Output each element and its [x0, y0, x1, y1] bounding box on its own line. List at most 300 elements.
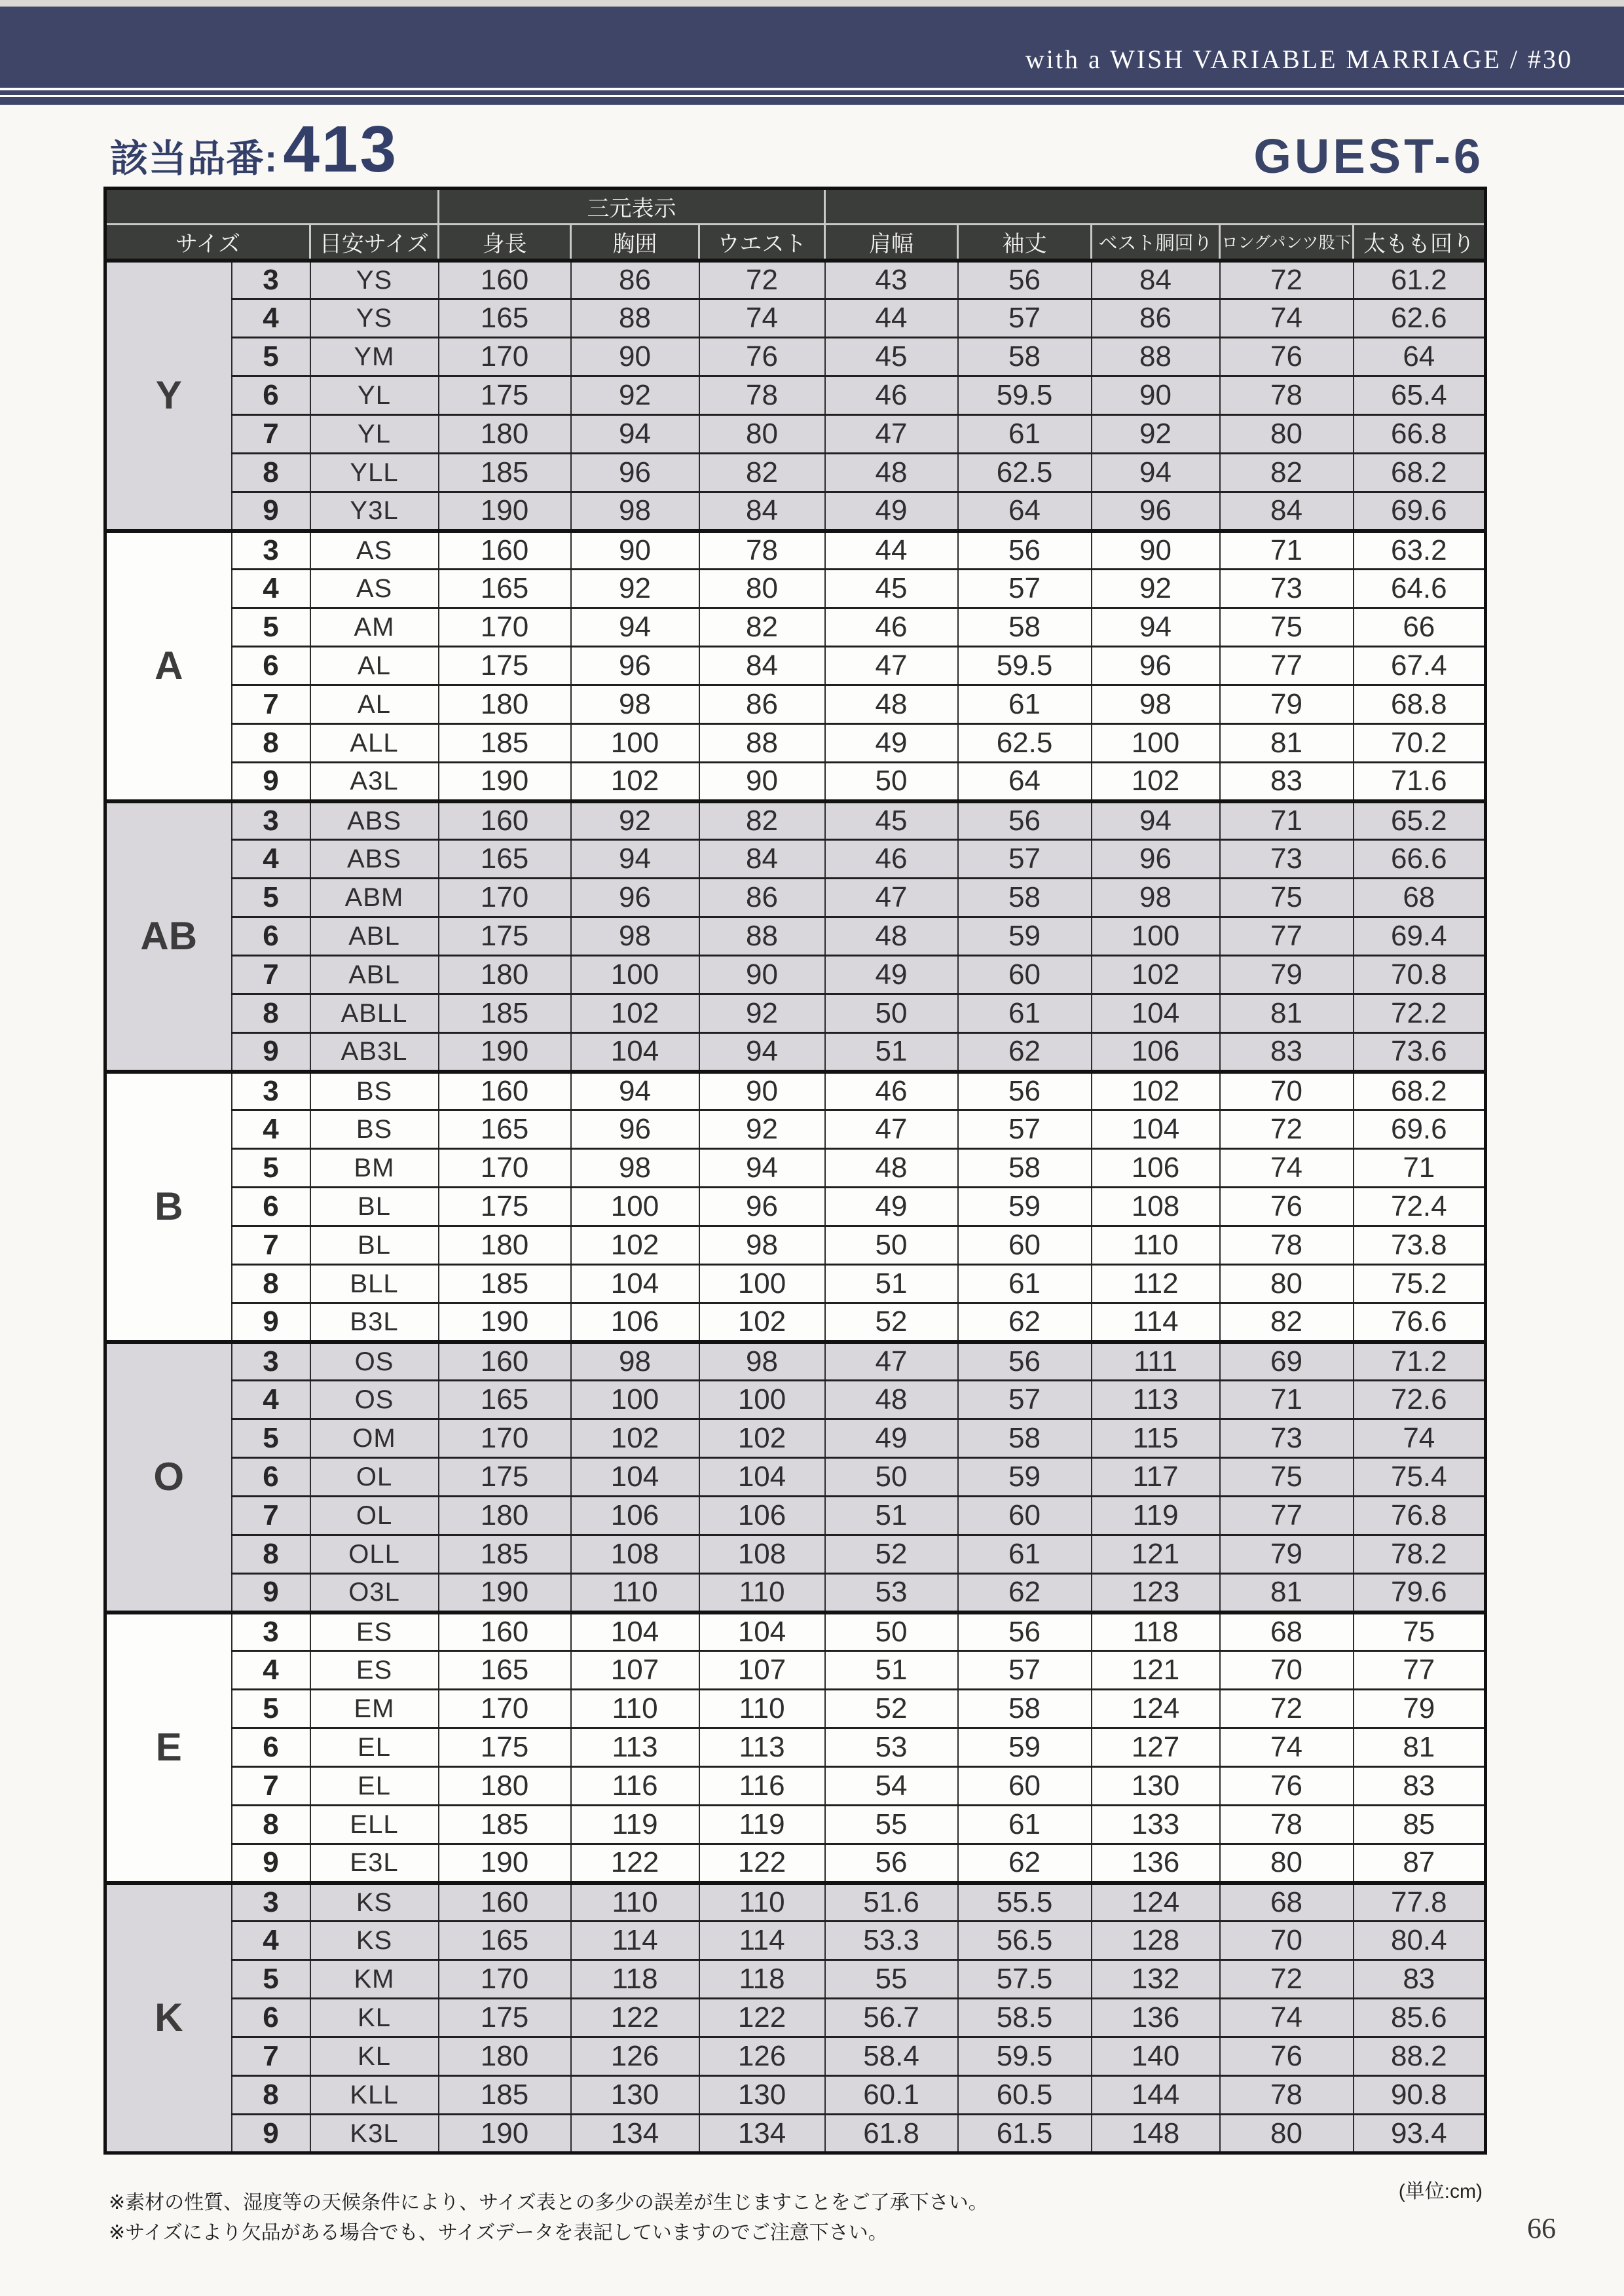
value-cell: 59	[958, 1728, 1092, 1767]
value-cell: 51	[825, 1265, 958, 1303]
value-cell: 80	[1220, 415, 1354, 454]
value-cell: 58	[958, 338, 1092, 376]
table-row	[105, 1342, 1486, 1381]
value-cell: 100	[571, 956, 699, 994]
table-row	[105, 956, 1486, 994]
value-cell: 86	[699, 879, 825, 917]
value-cell: 62	[958, 1303, 1092, 1342]
page-number: 66	[1527, 2212, 1556, 2244]
value-cell: 185	[439, 2076, 571, 2115]
value-cell: 180	[439, 415, 571, 454]
size-number-cell: 6	[232, 917, 310, 956]
product-number-label: 該当品番:	[110, 137, 278, 180]
alias-size-cell: EL	[310, 1728, 439, 1767]
column-header-6: 袖丈	[958, 225, 1092, 261]
value-cell: 74	[1220, 299, 1354, 338]
value-cell: 190	[439, 1303, 571, 1342]
value-cell: 100	[699, 1381, 825, 1419]
table-row	[105, 415, 1486, 454]
value-cell: 74	[1354, 1419, 1486, 1458]
size-number-cell: 3	[232, 1613, 310, 1651]
value-cell: 98	[699, 1226, 825, 1265]
footnote-line: ※サイズにより欠品がある場合でも、サイズデータを表記していますのでご注意下さい。	[109, 2222, 888, 2244]
double-rule-top	[0, 88, 1624, 90]
value-cell: 165	[439, 570, 571, 608]
size-number-cell: 4	[232, 570, 310, 608]
value-cell: 67.4	[1354, 647, 1486, 685]
size-number-cell: 7	[232, 685, 310, 724]
size-number-cell: 3	[232, 1883, 310, 1922]
value-cell: 96	[1092, 840, 1220, 879]
size-number-cell: 6	[232, 1999, 310, 2037]
value-cell: 88	[699, 917, 825, 956]
table-row	[105, 531, 1486, 570]
value-cell: 81	[1220, 994, 1354, 1033]
value-cell: 82	[1220, 454, 1354, 492]
value-cell: 102	[571, 1226, 699, 1265]
scan-edge-strip	[0, 0, 1624, 7]
value-cell: 70.8	[1354, 956, 1486, 994]
value-cell: 160	[439, 1613, 571, 1651]
value-cell: 90	[571, 531, 699, 570]
value-cell: 165	[439, 1651, 571, 1690]
value-cell: 56	[958, 261, 1092, 299]
value-cell: 59.5	[958, 647, 1092, 685]
value-cell: 56.5	[958, 1922, 1092, 1960]
value-cell: 119	[1092, 1497, 1220, 1535]
value-cell: 71.2	[1354, 1342, 1486, 1381]
value-cell: 132	[1092, 1960, 1220, 1999]
value-cell: 119	[571, 1806, 699, 1844]
value-cell: 44	[825, 531, 958, 570]
product-number-value: 413	[283, 113, 399, 186]
value-cell: 98	[699, 1342, 825, 1381]
value-cell: 175	[439, 376, 571, 415]
size-number-cell: 3	[232, 261, 310, 299]
table-row	[105, 2037, 1486, 2076]
value-cell: 51.6	[825, 1883, 958, 1922]
alias-size-cell: YL	[310, 415, 439, 454]
value-cell: 98	[1092, 879, 1220, 917]
value-cell: 58	[958, 608, 1092, 647]
table-row	[105, 1806, 1486, 1844]
value-cell: 79	[1354, 1690, 1486, 1728]
value-cell: 180	[439, 1497, 571, 1535]
value-cell: 50	[825, 1613, 958, 1651]
table-row	[105, 647, 1486, 685]
value-cell: 83	[1354, 1767, 1486, 1806]
value-cell: 165	[439, 1381, 571, 1419]
value-cell: 48	[825, 917, 958, 956]
value-cell: 47	[825, 1342, 958, 1381]
value-cell: 59.5	[958, 2037, 1092, 2076]
value-cell: 69.4	[1354, 917, 1486, 956]
table-row	[105, 1613, 1486, 1651]
value-cell: 57	[958, 1381, 1092, 1419]
table-row	[105, 1999, 1486, 2037]
table-row	[105, 570, 1486, 608]
alias-size-cell: KLL	[310, 2076, 439, 2115]
value-cell: 69.6	[1354, 492, 1486, 531]
value-cell: 71	[1220, 531, 1354, 570]
size-group-O	[105, 1342, 1486, 1613]
value-cell: 75	[1220, 608, 1354, 647]
value-cell: 98	[571, 1342, 699, 1381]
value-cell: 82	[699, 801, 825, 840]
value-cell: 190	[439, 492, 571, 531]
value-cell: 175	[439, 1999, 571, 2037]
size-number-cell: 9	[232, 492, 310, 531]
value-cell: 65.2	[1354, 801, 1486, 840]
table-row	[105, 801, 1486, 840]
value-cell: 175	[439, 1188, 571, 1226]
table-row	[105, 1110, 1486, 1149]
value-cell: 55.5	[958, 1883, 1092, 1922]
size-group-AB	[105, 801, 1486, 1072]
group-letter-cell: AB	[105, 801, 232, 1072]
value-cell: 77	[1220, 917, 1354, 956]
size-number-cell: 7	[232, 956, 310, 994]
value-cell: 52	[825, 1690, 958, 1728]
size-number-cell: 7	[232, 2037, 310, 2076]
alias-size-cell: K3L	[310, 2115, 439, 2153]
value-cell: 185	[439, 1535, 571, 1574]
value-cell: 134	[699, 2115, 825, 2153]
table-row	[105, 879, 1486, 917]
value-cell: 61	[958, 994, 1092, 1033]
value-cell: 104	[699, 1458, 825, 1497]
value-cell: 102	[699, 1303, 825, 1342]
value-cell: 108	[571, 1535, 699, 1574]
size-number-cell: 5	[232, 879, 310, 917]
value-cell: 57	[958, 1110, 1092, 1149]
value-cell: 56	[958, 531, 1092, 570]
value-cell: 78	[699, 376, 825, 415]
value-cell: 130	[699, 2076, 825, 2115]
size-number-cell: 8	[232, 1265, 310, 1303]
value-cell: 81	[1220, 724, 1354, 763]
value-cell: 72	[1220, 261, 1354, 299]
group-letter-cell: A	[105, 531, 232, 801]
value-cell: 79	[1220, 685, 1354, 724]
size-number-cell: 8	[232, 994, 310, 1033]
value-cell: 104	[1092, 994, 1220, 1033]
value-cell: 66.6	[1354, 840, 1486, 879]
value-cell: 50	[825, 763, 958, 801]
value-cell: 122	[571, 1844, 699, 1883]
value-cell: 55	[825, 1806, 958, 1844]
size-number-cell: 4	[232, 1381, 310, 1419]
value-cell: 60	[958, 1497, 1092, 1535]
value-cell: 49	[825, 1419, 958, 1458]
size-number-cell: 5	[232, 608, 310, 647]
value-cell: 94	[699, 1033, 825, 1072]
value-cell: 56	[958, 1342, 1092, 1381]
value-cell: 71	[1220, 1381, 1354, 1419]
value-cell: 102	[571, 1419, 699, 1458]
alias-size-cell: ALL	[310, 724, 439, 763]
alias-size-cell: E3L	[310, 1844, 439, 1883]
value-cell: 98	[571, 685, 699, 724]
value-cell: 61	[958, 1535, 1092, 1574]
three-element-display-header: 三元表示	[439, 189, 825, 225]
value-cell: 102	[1092, 956, 1220, 994]
value-cell: 73	[1220, 840, 1354, 879]
value-cell: 90	[1092, 531, 1220, 570]
value-cell: 110	[699, 1690, 825, 1728]
value-cell: 59.5	[958, 376, 1092, 415]
value-cell: 79	[1220, 956, 1354, 994]
value-cell: 79	[1220, 1535, 1354, 1574]
group-letter-cell: E	[105, 1613, 232, 1883]
alias-size-cell: YLL	[310, 454, 439, 492]
value-cell: 121	[1092, 1535, 1220, 1574]
size-number-cell: 6	[232, 376, 310, 415]
value-cell: 88.2	[1354, 2037, 1486, 2076]
size-group-K	[105, 1883, 1486, 2153]
value-cell: 48	[825, 685, 958, 724]
value-cell: 170	[439, 1690, 571, 1728]
value-cell: 72.2	[1354, 994, 1486, 1033]
value-cell: 100	[571, 724, 699, 763]
value-cell: 72	[1220, 1110, 1354, 1149]
value-cell: 73.6	[1354, 1033, 1486, 1072]
value-cell: 58	[958, 879, 1092, 917]
table-row	[105, 338, 1486, 376]
alias-size-cell: EM	[310, 1690, 439, 1728]
table-row	[105, 1303, 1486, 1342]
value-cell: 71.6	[1354, 763, 1486, 801]
value-cell: 170	[439, 1419, 571, 1458]
table-row	[105, 1226, 1486, 1265]
value-cell: 100	[571, 1188, 699, 1226]
value-cell: 94	[699, 1149, 825, 1188]
value-cell: 102	[1092, 1072, 1220, 1110]
value-cell: 126	[699, 2037, 825, 2076]
value-cell: 148	[1092, 2115, 1220, 2153]
value-cell: 82	[1220, 1303, 1354, 1342]
value-cell: 53.3	[825, 1922, 958, 1960]
value-cell: 96	[571, 647, 699, 685]
value-cell: 94	[571, 608, 699, 647]
value-cell: 102	[1092, 763, 1220, 801]
value-cell: 68	[1220, 1883, 1354, 1922]
value-cell: 61	[958, 685, 1092, 724]
value-cell: 104	[699, 1613, 825, 1651]
value-cell: 83	[1354, 1960, 1486, 1999]
size-number-cell: 3	[232, 531, 310, 570]
value-cell: 190	[439, 1574, 571, 1613]
value-cell: 75	[1220, 1458, 1354, 1497]
value-cell: 82	[699, 454, 825, 492]
column-header-0: サイズ	[105, 225, 310, 261]
size-number-cell: 5	[232, 1419, 310, 1458]
alias-size-cell: OS	[310, 1381, 439, 1419]
value-cell: 170	[439, 338, 571, 376]
value-cell: 190	[439, 1033, 571, 1072]
value-cell: 78	[1220, 2076, 1354, 2115]
value-cell: 108	[1092, 1188, 1220, 1226]
value-cell: 73.8	[1354, 1226, 1486, 1265]
header-spacer-right	[825, 189, 1486, 225]
value-cell: 185	[439, 724, 571, 763]
value-cell: 118	[699, 1960, 825, 1999]
value-cell: 75.4	[1354, 1458, 1486, 1497]
value-cell: 45	[825, 801, 958, 840]
size-number-cell: 4	[232, 1651, 310, 1690]
value-cell: 170	[439, 608, 571, 647]
value-cell: 175	[439, 647, 571, 685]
column-header-4: ウエスト	[699, 225, 825, 261]
table-row	[105, 1767, 1486, 1806]
value-cell: 76	[1220, 2037, 1354, 2076]
value-cell: 77	[1220, 647, 1354, 685]
value-cell: 72	[699, 261, 825, 299]
top-banner	[0, 0, 1624, 105]
alias-size-cell: A3L	[310, 763, 439, 801]
size-number-cell: 8	[232, 724, 310, 763]
value-cell: 66.8	[1354, 415, 1486, 454]
value-cell: 61	[958, 1265, 1092, 1303]
value-cell: 84	[699, 647, 825, 685]
column-header-9: 太もも回り	[1354, 225, 1486, 261]
value-cell: 122	[699, 1844, 825, 1883]
value-cell: 49	[825, 724, 958, 763]
value-cell: 165	[439, 1110, 571, 1149]
value-cell: 81	[1220, 1574, 1354, 1613]
value-cell: 82	[699, 608, 825, 647]
table-row	[105, 2076, 1486, 2115]
value-cell: 180	[439, 956, 571, 994]
alias-size-cell: BM	[310, 1149, 439, 1188]
size-group-Y	[105, 261, 1486, 531]
alias-size-cell: BL	[310, 1226, 439, 1265]
value-cell: 98	[571, 1149, 699, 1188]
value-cell: 76	[699, 338, 825, 376]
banner-title: with a WISH VARIABLE MARRIAGE / #30	[1025, 45, 1573, 74]
value-cell: 102	[571, 763, 699, 801]
value-cell: 58	[958, 1419, 1092, 1458]
value-cell: 96	[1092, 647, 1220, 685]
value-cell: 170	[439, 1960, 571, 1999]
value-cell: 90	[571, 338, 699, 376]
table-row	[105, 994, 1486, 1033]
value-cell: 180	[439, 2037, 571, 2076]
value-cell: 69.6	[1354, 1110, 1486, 1149]
value-cell: 58	[958, 1149, 1092, 1188]
alias-size-cell: OL	[310, 1497, 439, 1535]
value-cell: 53	[825, 1574, 958, 1613]
table-row	[105, 1960, 1486, 1999]
value-cell: 185	[439, 454, 571, 492]
value-cell: 79.6	[1354, 1574, 1486, 1613]
alias-size-cell: AM	[310, 608, 439, 647]
value-cell: 92	[699, 1110, 825, 1149]
column-header-2: 身長	[439, 225, 571, 261]
value-cell: 116	[571, 1767, 699, 1806]
value-cell: 74	[1220, 1149, 1354, 1188]
value-cell: 56.7	[825, 1999, 958, 2037]
size-number-cell: 7	[232, 415, 310, 454]
size-number-cell: 9	[232, 1844, 310, 1883]
value-cell: 59	[958, 917, 1092, 956]
table-row	[105, 1458, 1486, 1497]
value-cell: 136	[1092, 1999, 1220, 2037]
value-cell: 90	[699, 763, 825, 801]
value-cell: 90	[699, 1072, 825, 1110]
value-cell: 112	[1092, 1265, 1220, 1303]
value-cell: 180	[439, 685, 571, 724]
value-cell: 98	[1092, 685, 1220, 724]
value-cell: 73	[1220, 1419, 1354, 1458]
value-cell: 133	[1092, 1806, 1220, 1844]
value-cell: 61	[958, 415, 1092, 454]
alias-size-cell: BS	[310, 1072, 439, 1110]
table-row	[105, 763, 1486, 801]
value-cell: 63.2	[1354, 531, 1486, 570]
value-cell: 92	[699, 994, 825, 1033]
size-number-cell: 5	[232, 1690, 310, 1728]
column-header-1: 目安サイズ	[310, 225, 439, 261]
value-cell: 73	[1220, 570, 1354, 608]
size-number-cell: 8	[232, 1535, 310, 1574]
value-cell: 160	[439, 1072, 571, 1110]
table-row	[105, 376, 1486, 415]
value-cell: 78	[1220, 1226, 1354, 1265]
value-cell: 130	[1092, 1767, 1220, 1806]
value-cell: 68.2	[1354, 1072, 1486, 1110]
value-cell: 48	[825, 1381, 958, 1419]
value-cell: 75	[1354, 1613, 1486, 1651]
value-cell: 72.6	[1354, 1381, 1486, 1419]
value-cell: 113	[699, 1728, 825, 1767]
value-cell: 110	[1092, 1226, 1220, 1265]
value-cell: 94	[1092, 608, 1220, 647]
value-cell: 110	[571, 1883, 699, 1922]
size-number-cell: 6	[232, 1458, 310, 1497]
value-cell: 70.2	[1354, 724, 1486, 763]
table-row	[105, 1535, 1486, 1574]
value-cell: 94	[571, 415, 699, 454]
value-cell: 62.6	[1354, 299, 1486, 338]
value-cell: 54	[825, 1767, 958, 1806]
size-number-cell: 4	[232, 1110, 310, 1149]
value-cell: 84	[1092, 261, 1220, 299]
value-cell: 140	[1092, 2037, 1220, 2076]
alias-size-cell: OM	[310, 1419, 439, 1458]
value-cell: 58.4	[825, 2037, 958, 2076]
value-cell: 170	[439, 1149, 571, 1188]
size-group-E	[105, 1613, 1486, 1883]
table-row	[105, 1922, 1486, 1960]
value-cell: 64	[1354, 338, 1486, 376]
value-cell: 170	[439, 879, 571, 917]
table-header	[105, 189, 1486, 261]
value-cell: 100	[571, 1381, 699, 1419]
value-cell: 57	[958, 840, 1092, 879]
value-cell: 80	[1220, 1265, 1354, 1303]
size-number-cell: 5	[232, 338, 310, 376]
value-cell: 94	[1092, 801, 1220, 840]
value-cell: 80	[1220, 1844, 1354, 1883]
value-cell: 53	[825, 1728, 958, 1767]
alias-size-cell: KL	[310, 2037, 439, 2076]
value-cell: 92	[571, 570, 699, 608]
value-cell: 72	[1220, 1960, 1354, 1999]
group-letter-cell: B	[105, 1072, 232, 1342]
value-cell: 96	[571, 1110, 699, 1149]
value-cell: 93.4	[1354, 2115, 1486, 2153]
